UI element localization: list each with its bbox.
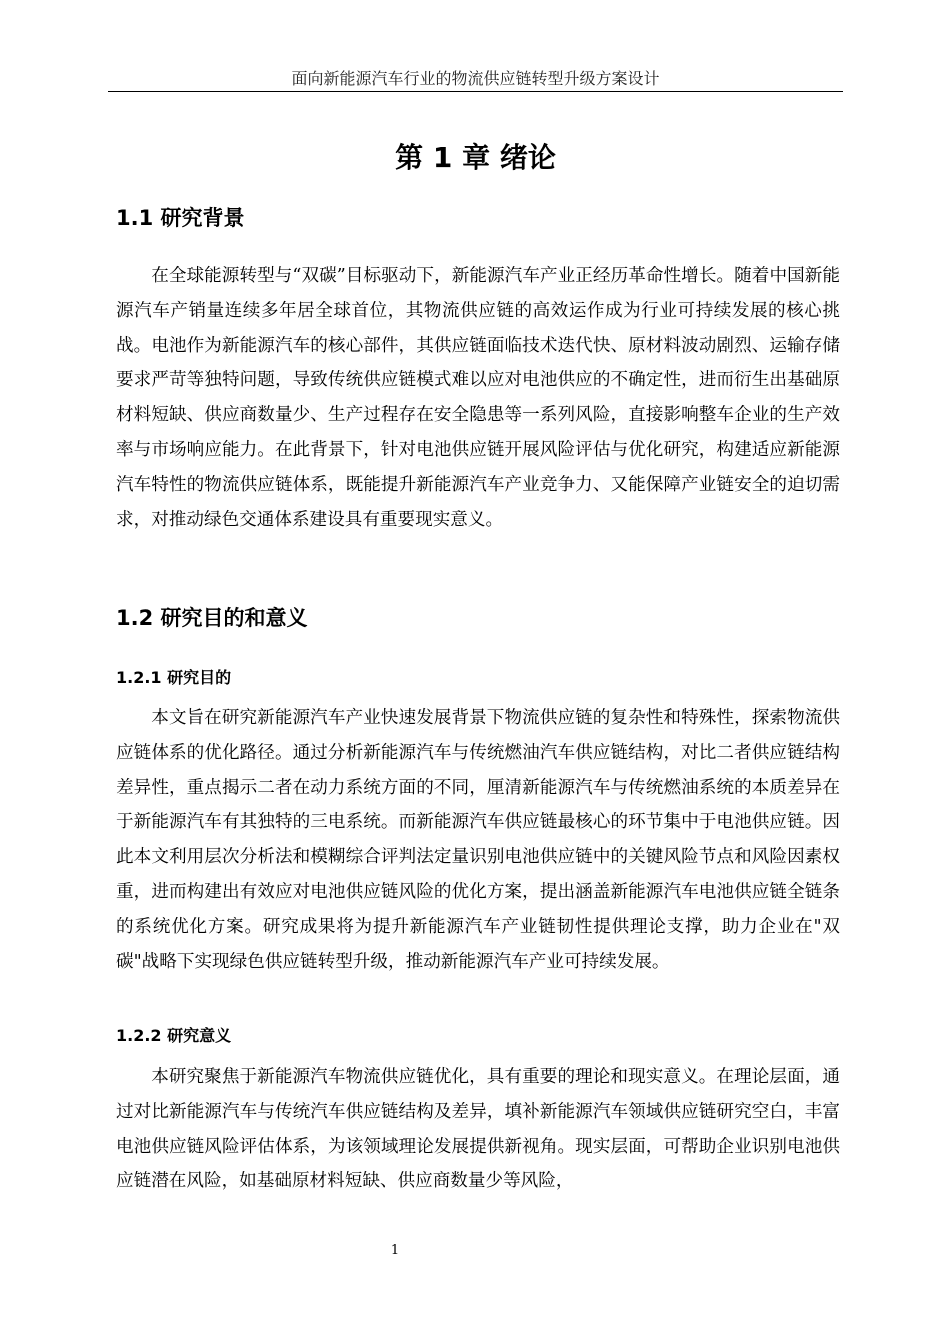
header-rule — [108, 91, 843, 92]
section-1-2-1-title: 1.2.1 研究目的 — [116, 668, 232, 687]
section-1-1-paragraph: 在全球能源转型与“双碳”目标驱动下，新能源汽车产业正经历革命性增长。随着中国新能源汽车产销量连续多年居全球首位，其物流供应链的高效运作成为行业可持续发展的核心挑战。电池作为新能源汽车的核心部件，其供应链面临技术迭代快、原材料波动剧烈、运输存储要求严苛等独特问题，导致传统供应链模式难以应对电池供应的不确定性，进而衍生出基础原材料短缺、供应商数量少、生产过程存在安全隐患等一系列风险，直接影响整车企业的生产效率与市场响应能力。在此背景下，针对电池供应链开展风险评估与优化研究，构建适应新能源汽车特性的物流供应链体系，既能提升新能源汽车产业竞争力、又能保障产业链安全的迫切需求，对推动绿色交通体系建设具有重要现实意义。 — [116, 266, 840, 530]
section-1-2-2-title: 1.2.2 研究意义 — [116, 1026, 232, 1045]
page-number: 1 — [390, 1243, 400, 1258]
section-1-2-1-paragraph: 本文旨在研究新能源汽车产业快速发展背景下物流供应链的复杂性和特殊性，探索物流供应链体系的优化路径。通过分析新能源汽车与传统燃油汽车供应链结构，对比二者供应链结构差异性，重点揭示二者在动力系统方面的不同，厘清新能源汽车与传统燃油系统的本质差异在于新能源汽车有其独特的三电系统。而新能源汽车供应链最核心的环节集中于电池供应链。因此本文利用层次分析法和模糊综合评判法定量识别电池供应链中的关键风险节点和风险因素权重，进而构建出有效应对电池供应链风险的优化方案，提出涵盖新能源汽车电池供应链全链条的系统优化方案。研究成果将为提升新能源汽车产业链韧性提供理论支撑，助力企业在"双碳"战略下实现绿色供应链转型升级，推动新能源汽车产业可持续发展。 — [116, 708, 840, 972]
section-1-1-title: 1.1 研究背景 — [116, 206, 245, 230]
running-header-title: 面向新能源汽车行业的物流供应链转型升级方案设计 — [291, 69, 660, 88]
section-1-2-2-paragraph: 本研究聚焦于新能源汽车物流供应链优化，具有重要的理论和现实意义。在理论层面，通过对比新能源汽车与传统汽车供应链结构及差异，填补新能源汽车领域供应链研究空白，丰富电池供应链风险评估体系，为该领域理论发展提供新视角。现实层面，可帮助企业识别电池供应链潜在风险，如基础原材料短缺、供应商数量少等风险， — [116, 1067, 840, 1192]
section-1-2-title: 1.2 研究目的和意义 — [116, 606, 308, 630]
chapter-title: 第 1 章 绪论 — [395, 141, 556, 174]
